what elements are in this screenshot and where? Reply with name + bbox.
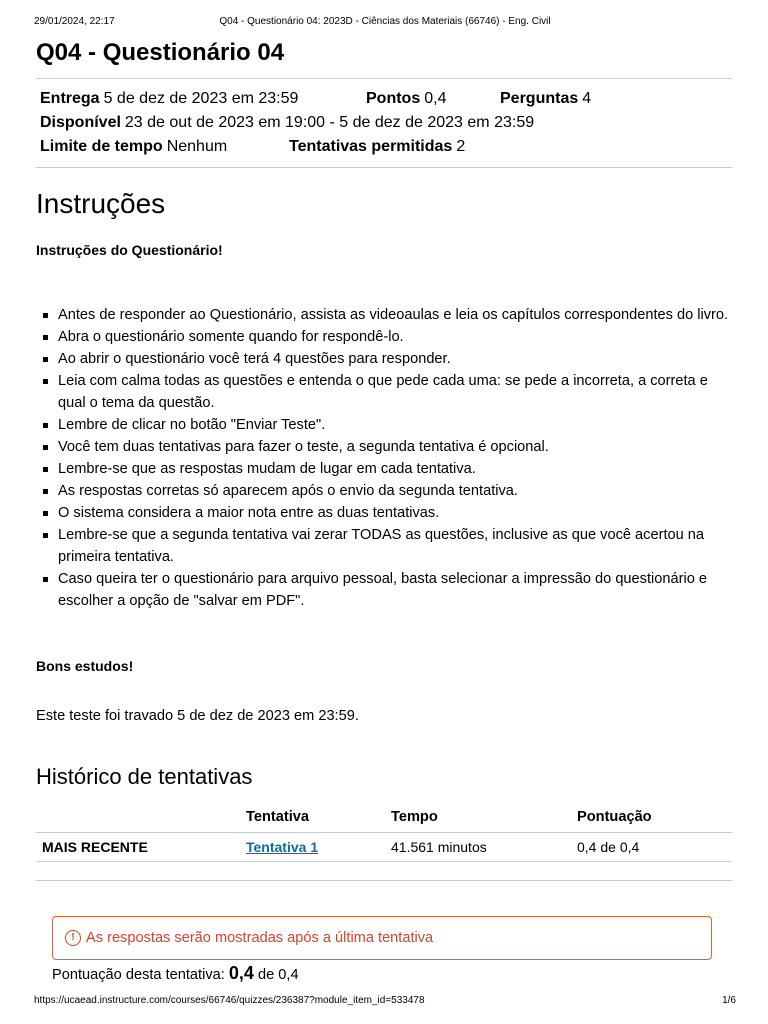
attempts-label: Tentativas permitidas [289, 138, 453, 155]
points-label: Pontos [366, 90, 421, 107]
closing-text: Bons estudos! [36, 658, 134, 674]
details-row-2 [40, 111, 728, 135]
list-item: Leia com calma todas as questões e entenda o que pede cada uma: se pede a incorreta, a correta e qual o tema da questão. [58, 370, 732, 414]
score-label: Pontuação desta tentativa: [52, 967, 225, 983]
details-row-3 [40, 135, 728, 159]
attempts-value: 2 [456, 138, 466, 155]
due-value: 5 de dez de 2023 em 23:59 [103, 90, 299, 107]
points-value: 0,4 [424, 90, 447, 107]
time-limit-value: Nenhum [166, 138, 228, 155]
list-item: Ao abrir o questionário você terá 4 questões para responder. [58, 348, 732, 370]
list-item: Lembre-se que a segunda tentativa vai zerar TODAS as questões, inclusive as que você acertou na primeira tentativa. [58, 524, 732, 568]
attempt-score: 0,4 de 0,4 [571, 833, 732, 862]
list-item: Você tem duas tentativas para fazer o teste, a segunda tentativa é opcional. [58, 436, 732, 458]
list-item: Caso queira ter o questionário para arquivo pessoal, basta selecionar a impressão do questionário e escolher a opção de "salvar em PDF". [58, 568, 732, 612]
table-row [36, 833, 732, 862]
print-header [34, 16, 736, 30]
column-header: Tentativa [240, 802, 385, 833]
table-header-row [36, 802, 732, 833]
page-title: Q04 - Questionário 04 [36, 39, 285, 66]
attempt-status: MAIS RECENTE [36, 833, 240, 862]
spacer [36, 862, 732, 880]
print-doc-title: Q04 - Questionário 04: 2023D - Ciências dos Materiais (66746) - Eng. Civil [219, 16, 551, 27]
attempt-history-table [36, 802, 732, 862]
attempt-score-line [52, 963, 299, 984]
time-limit-label: Limite de tempo [40, 138, 163, 155]
instructions-list [36, 304, 732, 612]
attempt-link[interactable]: Tentativa 1 [246, 839, 319, 855]
column-header: Pontuação [571, 802, 732, 833]
list-item: Abra o questionário somente quando for respondê-lo. [58, 326, 732, 348]
print-datetime: 29/01/2024, 22:17 [34, 16, 115, 27]
print-url: https://ucaead.instructure.com/courses/66746/quizzes/236387?module_item_id=533478 [34, 995, 425, 1006]
instructions-subheading: Instruções do Questionário! [36, 242, 223, 258]
score-value: 0,4 [228, 963, 254, 983]
print-page-number: 1/6 [722, 995, 736, 1006]
questions-value: 4 [582, 90, 592, 107]
list-item: Antes de responder ao Questionário, assista as videoaulas e leia os capítulos correspondentes do livro. [58, 304, 732, 326]
attempt-time: 41.561 minutos [385, 833, 571, 862]
available-label: Disponível [40, 114, 121, 131]
quiz-details [36, 79, 732, 167]
attempt-cell [240, 833, 385, 862]
available-value: 23 de out de 2023 em 19:00 - 5 de dez de 2023 em 23:59 [124, 114, 535, 131]
due-label: Entrega [40, 90, 100, 107]
answers-hidden-alert [52, 916, 712, 960]
details-row-1 [40, 87, 728, 111]
column-header: Tempo [385, 802, 571, 833]
list-item: As respostas corretas só aparecem após o envio da segunda tentativa. [58, 480, 732, 502]
score-suffix: de 0,4 [257, 967, 299, 983]
alert-text: As respostas serão mostradas após a última tentativa [86, 930, 434, 946]
list-item: O sistema considera a maior nota entre as duas tentativas. [58, 502, 732, 524]
divider [36, 167, 732, 168]
column-header [36, 802, 240, 833]
instructions-heading: Instruções [36, 188, 166, 219]
quiz-content [36, 36, 732, 881]
history-heading: Histórico de tentativas [36, 764, 253, 789]
locked-notice: Este teste foi travado 5 de dez de 2023 em 23:59. [36, 708, 359, 724]
list-item: Lembre-se que as respostas mudam de lugar em cada tentativa. [58, 458, 732, 480]
divider [36, 880, 732, 881]
list-item: Lembre de clicar no botão "Enviar Teste". [58, 414, 732, 436]
warning-icon: ! [65, 930, 81, 946]
questions-label: Perguntas [500, 90, 579, 107]
